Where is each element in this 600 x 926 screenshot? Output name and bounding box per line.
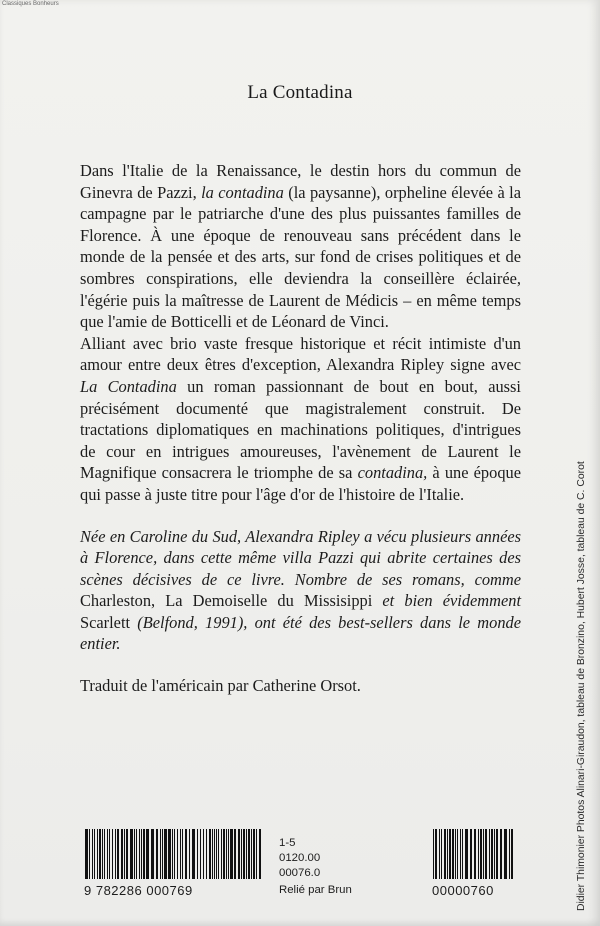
author-bio-text: et bien évidemment <box>372 591 521 611</box>
barcode-bar <box>168 829 171 879</box>
barcode-bar <box>462 829 463 879</box>
barcode-bar <box>200 829 201 879</box>
barcode-bar <box>449 829 451 879</box>
corner-mark: Classiques Bonheurs <box>2 1 59 7</box>
barcode-bar <box>126 829 128 879</box>
author-bio-text: (Belfond, 1991), ont été des best-sellers dans le monde entier. <box>80 612 521 654</box>
isbn-digits: 9 782286 000769 <box>84 883 193 898</box>
binding-note: Relié par Brun <box>279 884 352 896</box>
barcode-bar <box>223 829 225 879</box>
barcode-bar <box>480 829 482 879</box>
barcode-bar <box>457 829 458 879</box>
barcode-bar <box>121 829 123 879</box>
barcode-bar <box>256 829 257 879</box>
price-barcode <box>432 829 516 898</box>
price-code-digits: 00000760 <box>432 883 494 898</box>
barcode-bar <box>496 829 498 879</box>
barcode-bar <box>89 829 90 879</box>
barcode-bar <box>511 829 513 879</box>
barcode-right-graphic <box>432 829 516 879</box>
blurb-text: à une époque qui passe à juste titre pour l'âge d'or de l'histoire de l'Italie. <box>80 463 521 504</box>
barcode-bar <box>162 829 163 879</box>
author-bio-text: Née en Caroline du Sud, Alexandra Ripley a vécu plusieurs années à Florence, dans cette même villa Pazzi qui abrite certaines des scènes décisives de ce livre. Nombre de ses romans, comme <box>80 526 521 589</box>
blurb <box>80 160 521 697</box>
barcode-bar <box>470 829 472 879</box>
barcode-bars <box>84 829 264 879</box>
isbn-barcode <box>84 829 264 898</box>
barcode-bar <box>102 829 103 879</box>
barcode-bar <box>246 829 247 879</box>
barcode-bar <box>433 829 434 879</box>
barcode-bar <box>212 829 213 879</box>
code-line: 1-5 <box>279 837 296 849</box>
barcode-bar <box>494 829 495 879</box>
barcode-bar <box>485 829 487 879</box>
barcode-bar <box>156 829 158 879</box>
barcode-bar <box>139 829 140 879</box>
barcode-bar <box>214 829 215 879</box>
barcode-bar <box>251 829 252 879</box>
author-bio-titles: Scarlett <box>80 612 131 632</box>
code-line: 0120.00 <box>279 852 321 864</box>
barcode-bar <box>112 829 113 879</box>
blurb-text: Alliant avec brio vaste fresque historique et récit intimiste d'un amour entre deux êtres d'exception, Alexandra Ripley signe avec <box>80 333 521 375</box>
barcode-bar <box>104 829 105 879</box>
barcode-bar <box>248 829 250 879</box>
barcode-bar <box>92 829 93 879</box>
barcode-bar <box>189 829 190 879</box>
barcode-bar <box>203 829 204 879</box>
barcode-bar <box>226 829 227 879</box>
barcode-bar <box>218 829 219 879</box>
barcode-bar <box>136 829 137 879</box>
author-bio <box>80 526 521 656</box>
barcode-bar <box>243 829 245 879</box>
barcode-bar <box>447 829 448 879</box>
barcode-bar <box>483 829 484 879</box>
barcode-bar <box>197 829 198 879</box>
barcode-bar <box>238 829 240 879</box>
barcode-bar <box>124 829 125 879</box>
barcode-bar <box>97 829 98 879</box>
barcode-bar <box>99 829 101 879</box>
barcode-bar <box>221 829 222 879</box>
barcode-bar <box>182 829 183 879</box>
barcode-bar <box>109 829 110 879</box>
barcode-bar <box>134 829 135 879</box>
barcode-bar <box>230 829 233 879</box>
barcode-bar <box>209 829 211 879</box>
barcode-left-graphic <box>84 829 264 879</box>
blurb-text: (la paysanne), orpheline élevée à la campagne par le patriarche d'une des plus puissantes familles de Florence. À une époque de renouveau sans précédent dans le monde de la pensée et des arts, sur fond de crises politiques et de sombres conspirations, elle deviendra la conseillère éclairée, l'égérie puis la maîtresse de Laurent de Médicis – en même temps que l'amie de Botticelli et de Léonard de Vinci. <box>80 182 521 332</box>
barcode-bar <box>460 829 461 879</box>
barcode-bar <box>143 829 145 879</box>
barcode-bar <box>465 829 468 879</box>
translation-credit: Traduit de l'américain par Catherine Orsot. <box>80 676 361 696</box>
barcode-bar <box>94 829 95 879</box>
barcode-bar <box>141 829 142 879</box>
barcode-bar <box>115 829 116 879</box>
barcode-bar <box>452 829 454 879</box>
blurb-text: un roman passionnant de bout en bout, aussi précisément documenté que magistralement construit. De tractations diplomatiques en machinations politiques, d'intrigues de cour en intrigues amoureuses, l'avènement de Laurent le Magnifique consacrera le triomphe de sa <box>80 376 521 483</box>
barcode-bar <box>164 829 167 879</box>
barcode-bar <box>241 829 242 879</box>
barcode-bar <box>107 829 108 879</box>
barcode-bar <box>216 829 217 879</box>
barcode-bar <box>259 829 261 879</box>
book-title: La Contadina <box>247 82 353 103</box>
barcode-bar <box>504 829 507 879</box>
barcode-bar <box>117 829 119 879</box>
blurb-italic: contadina, <box>357 463 428 483</box>
barcode-bar <box>444 829 446 879</box>
barcode-bar <box>228 829 229 879</box>
barcode-bar <box>491 829 493 879</box>
barcode-bar <box>206 829 207 879</box>
barcode-bars <box>432 829 516 879</box>
author-bio-titles: Charleston, La Demoiselle du Missisippi <box>80 591 373 611</box>
barcode-bar <box>174 829 175 879</box>
barcode-bar <box>435 829 437 879</box>
photo-credits: Didier Thimonier Photos Alinari-Giraudon, tableau de Bronzino, Hubert Josse, tableau de C. Corot <box>576 461 587 911</box>
barcode-bar <box>474 829 476 879</box>
barcode-bar <box>185 829 187 879</box>
barcode-bar <box>253 829 255 879</box>
blurb-italic: La Contadina <box>80 376 177 396</box>
code-line: 00076.0 <box>279 867 321 879</box>
barcode-bar <box>234 829 236 879</box>
barcode-bar <box>500 829 502 879</box>
barcode-bar <box>172 829 173 879</box>
barcode-bar <box>160 829 161 879</box>
blurb-paragraph-review <box>80 333 521 506</box>
barcode-bar <box>151 829 154 879</box>
blurb-text: Dans l'Italie de la Renaissance, le destin hors du commun de Ginevra de Pazzi, <box>80 161 521 202</box>
barcode-bar <box>455 829 456 879</box>
blurb-paragraph-synopsis <box>80 160 521 333</box>
barcode-bar <box>130 829 133 879</box>
barcode-bar <box>439 829 440 879</box>
barcode-bar <box>177 829 178 879</box>
barcode-bar <box>85 829 88 879</box>
barcode-bar <box>192 829 195 879</box>
barcode-bar <box>489 829 490 879</box>
barcode-bar <box>146 829 149 879</box>
barcode-bar <box>441 829 442 879</box>
barcode-bar <box>478 829 479 879</box>
barcode-bar <box>509 829 510 879</box>
barcode-bar <box>180 829 181 879</box>
product-codes <box>279 836 320 881</box>
blurb-italic: la contadina <box>201 182 284 202</box>
